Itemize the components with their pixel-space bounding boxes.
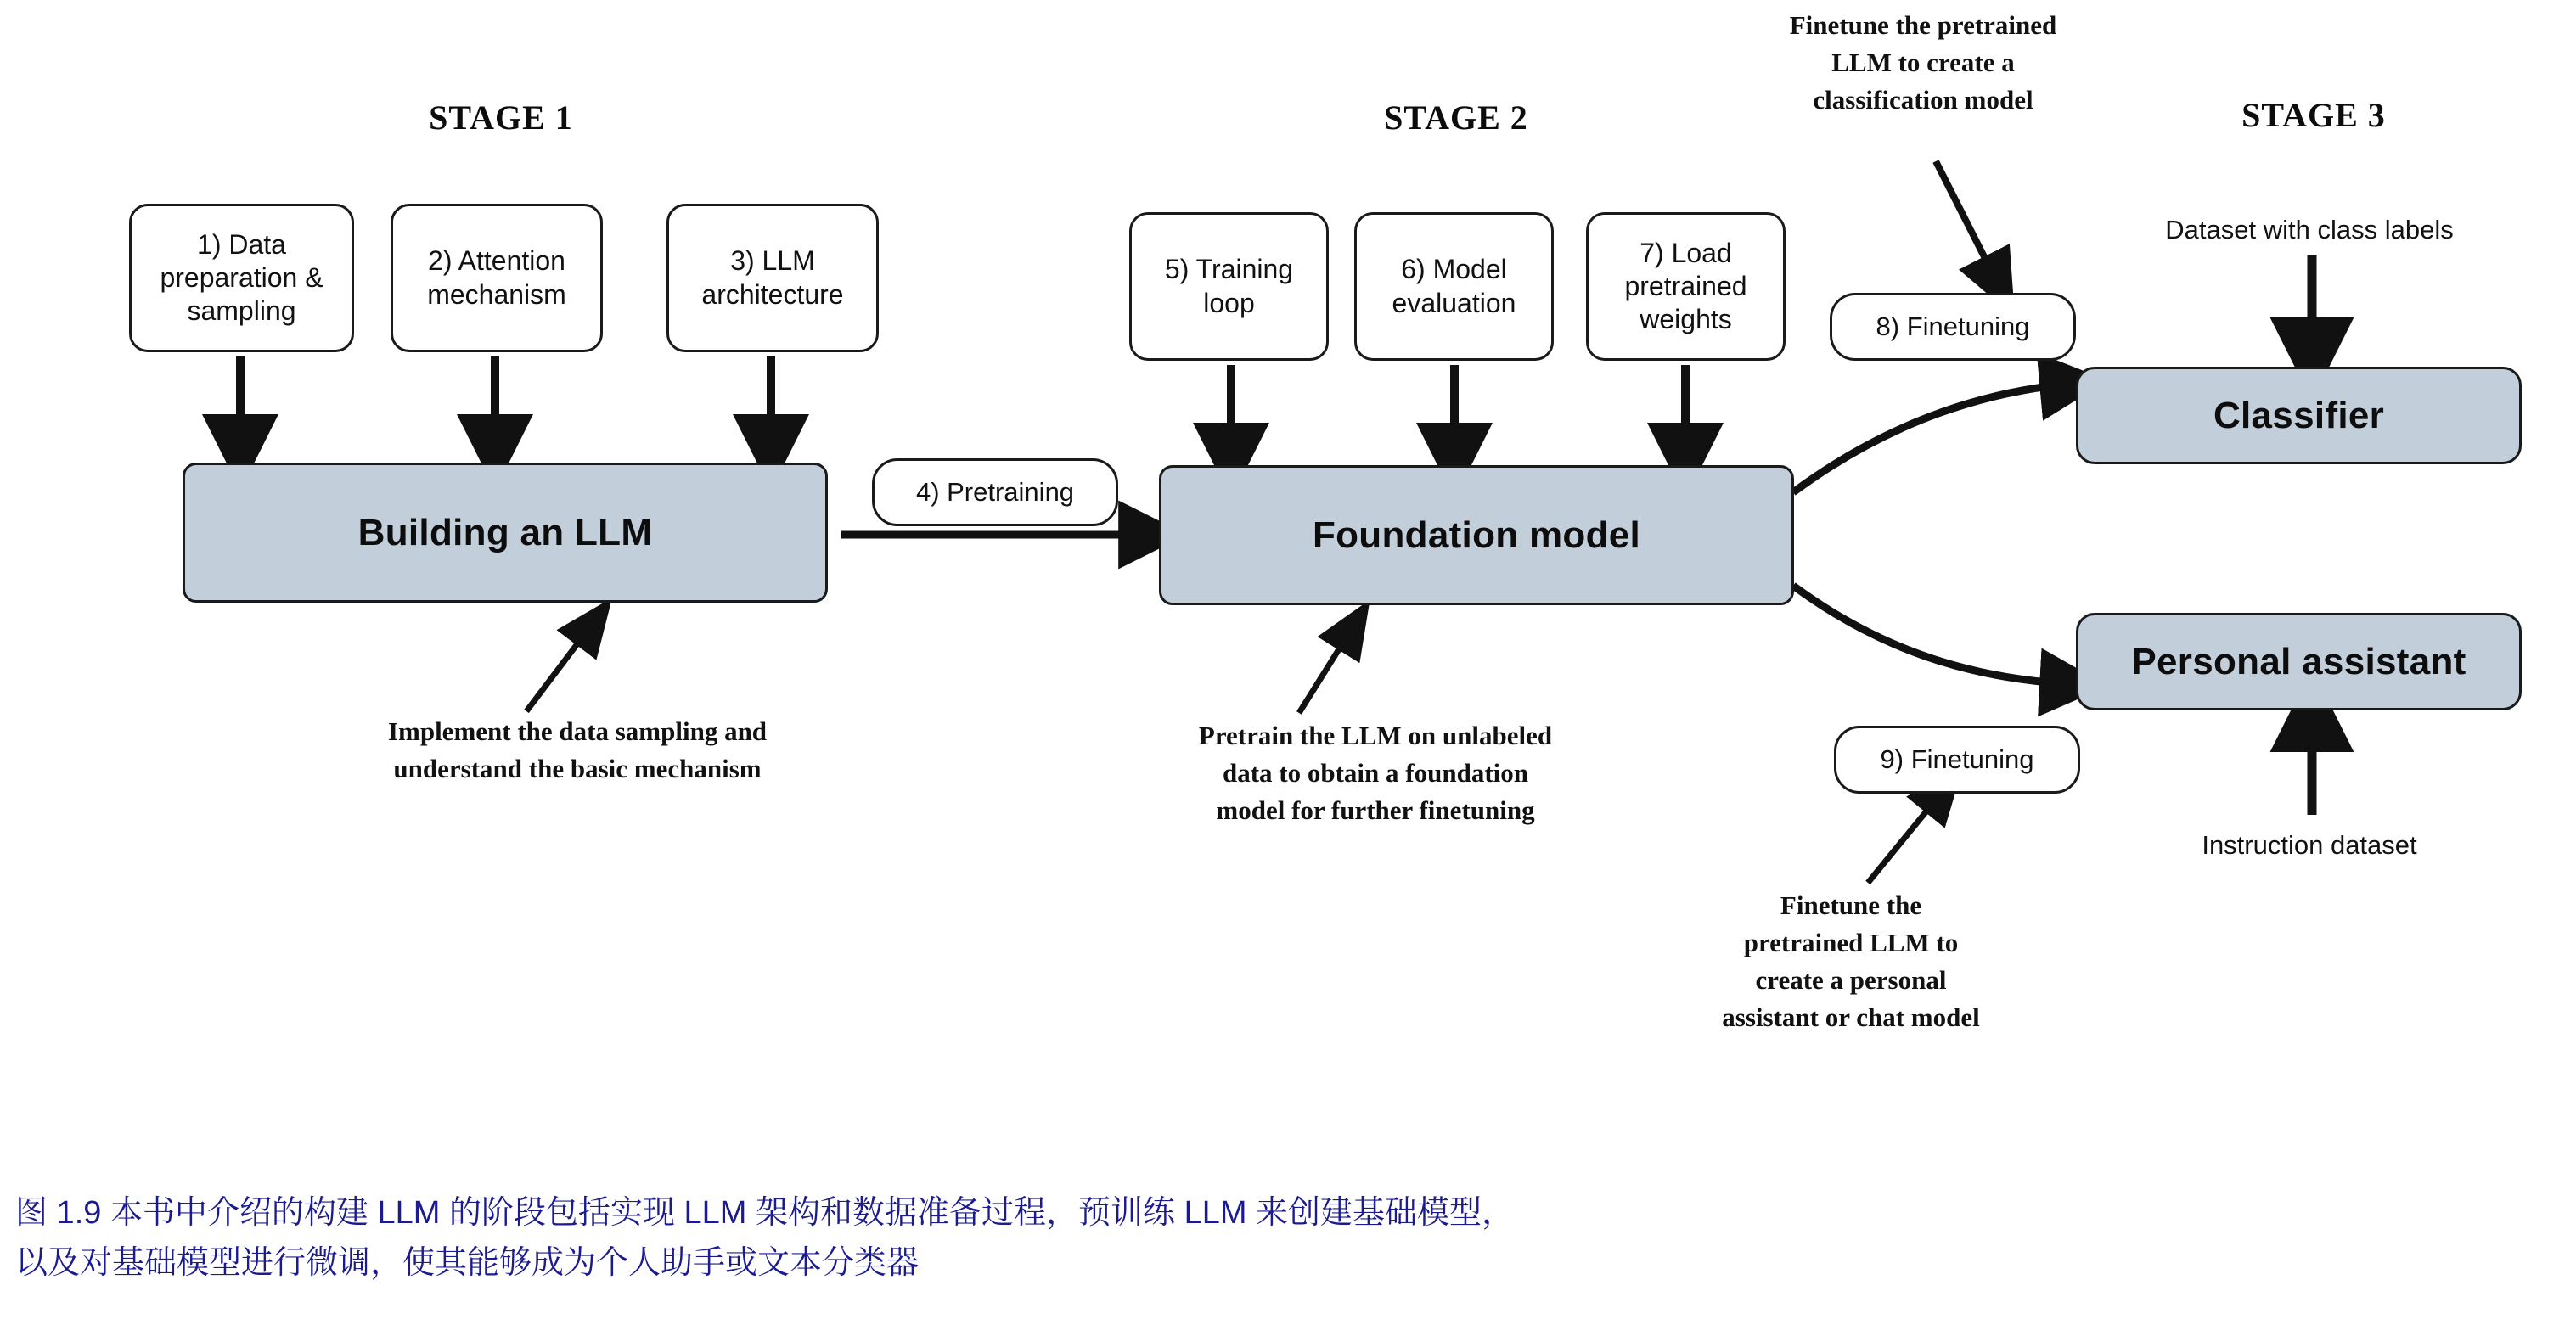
annotation-finetune-classification (1711, 7, 2135, 119)
annotation-dataset-class-labels (2072, 212, 2547, 248)
annotation-pretrain-unlabeled-line3: model for further finetuning (1216, 795, 1535, 826)
step-box-1[interactable] (129, 204, 354, 352)
main-box-building-llm[interactable] (183, 463, 828, 603)
annotation-finetune-assistant-line2: pretrained LLM to (1743, 928, 1959, 958)
annotation-finetune-assistant-line3: create a personal (1755, 965, 1947, 996)
step-box-8-finetuning[interactable] (1830, 293, 2076, 361)
annotation-finetune-classification-line1: Finetune the pretrained (1789, 10, 2057, 40)
step-box-8-label: 8) Finetuning (1876, 312, 2030, 342)
annotation-finetune-classification-line3: classification model (1813, 85, 2033, 115)
step-box-2-label: 2) Attention mechanism (427, 245, 566, 310)
main-box-personal-assistant[interactable] (2076, 613, 2522, 710)
annotation-implement-sampling-line1: Implement the data sampling and (387, 716, 768, 746)
step-box-9-finetuning[interactable] (1834, 726, 2080, 794)
stage-title-2 (1320, 98, 1592, 138)
main-box-classifier[interactable] (2076, 367, 2522, 464)
annotation-instruction-dataset-text: Instruction dataset (2202, 830, 2417, 860)
figure-caption (15, 1188, 2554, 1288)
annotation-finetune-assistant-line1: Finetune the (1780, 890, 1922, 920)
stage-title-3 (2178, 95, 2449, 135)
main-box-foundation-model[interactable] (1159, 465, 1794, 605)
annotation-finetune-assistant (1647, 887, 2055, 1036)
annotation-pretrain-unlabeled-line1: Pretrain the LLM on unlabeled (1198, 721, 1553, 750)
stage-title-2-text: STAGE 2 (1384, 98, 1528, 137)
stage-title-1-text: STAGE 1 (429, 98, 573, 137)
step-box-3[interactable] (666, 204, 879, 352)
main-box-building-llm-label: Building an LLM (357, 511, 653, 553)
annotation-dataset-class-labels-text: Dataset with class labels (2165, 215, 2454, 244)
step-box-9-label: 9) Finetuning (1880, 744, 2034, 775)
step-box-1-label: 1) Data preparation & sampling (160, 228, 323, 327)
annotation-finetune-classification-line2: LLM to create a (1831, 48, 2015, 78)
annotation-pretrain-unlabeled (1112, 717, 1639, 829)
step-box-4-label: 4) Pretraining (915, 477, 1075, 508)
step-box-5-label: 5) Training loop (1164, 254, 1294, 318)
annotation-implement-sampling-line2: understand the basic mechanism (393, 754, 762, 784)
annotation-instruction-dataset (2072, 828, 2547, 863)
annotation-implement-sampling (289, 713, 866, 788)
step-box-7[interactable] (1586, 212, 1786, 361)
main-box-foundation-model-label: Foundation model (1312, 514, 1641, 556)
step-box-3-label: 3) LLM architecture (701, 245, 844, 310)
step-box-7-label: 7) Load pretrained weights (1624, 237, 1747, 335)
annotation-pretrain-unlabeled-line2: data to obtain a foundation (1222, 758, 1529, 789)
step-box-2[interactable] (391, 204, 603, 352)
annotation-finetune-assistant-line4: assistant or chat model (1722, 1002, 1980, 1033)
step-box-6-label: 6) Model evaluation (1392, 254, 1516, 318)
step-box-6[interactable] (1354, 212, 1554, 361)
figure-caption-line1: 图 1.9 本书中介绍的构建 LLM 的阶段包括实现 LLM 架构和数据准备过程，预训练 LLM 来创建基础模型， (15, 1195, 1515, 1231)
step-box-5[interactable] (1129, 212, 1329, 361)
stage-title-3-text: STAGE 3 (2241, 96, 2386, 134)
main-box-classifier-label: Classifier (2213, 394, 2385, 436)
step-box-4-pretraining[interactable] (872, 458, 1118, 526)
main-box-personal-assistant-label: Personal assistant (2131, 640, 2466, 682)
figure-caption-line2: 以及对基础模型进行微调，使其能够成为个人助手或文本分类器 (15, 1244, 920, 1281)
stage-title-1 (365, 98, 637, 138)
